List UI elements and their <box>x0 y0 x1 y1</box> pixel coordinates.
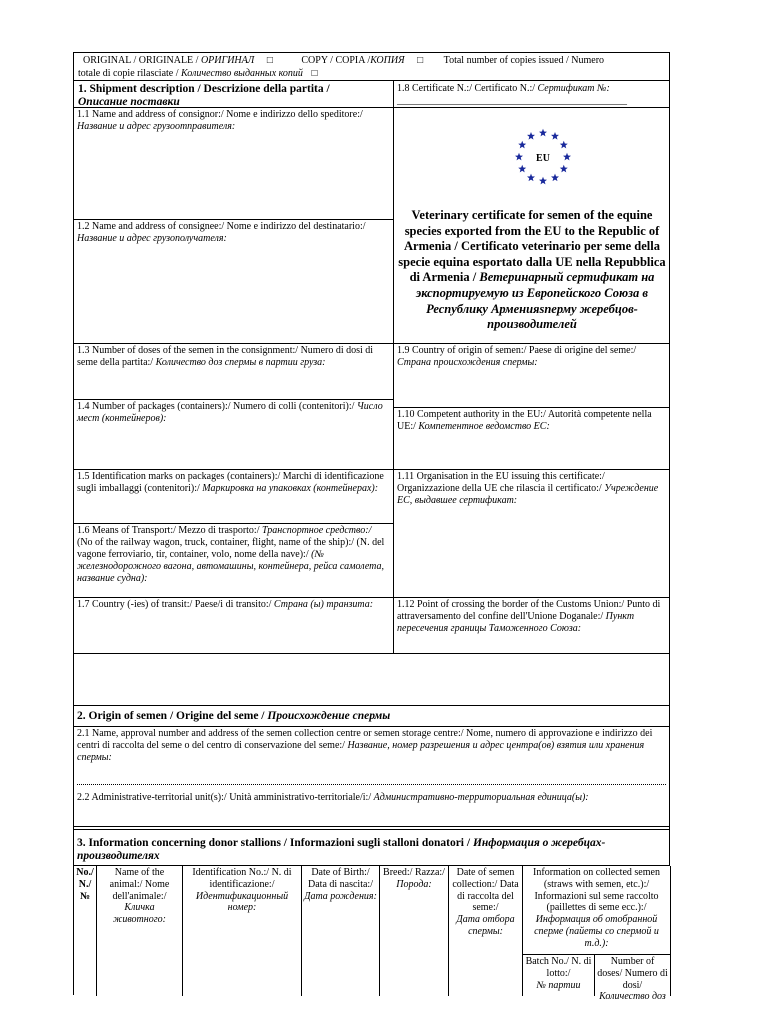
field-1-5-label-ru: Маркировка на упаковках (контейнерах): <box>202 483 379 494</box>
col-breed-label: Breed:/ Razza:/ <box>383 867 445 878</box>
col-identification <box>183 866 302 996</box>
field-2-2-label-ru: Административно-территориальная единица(ы): <box>373 792 589 803</box>
field-1-12-label-ru: Пункт пересечения границы Таможенного Союза: <box>397 611 635 634</box>
section2-title <box>73 705 670 726</box>
col-collected-semen <box>523 866 671 955</box>
section2-title-text: 2. Origin of semen / Origine del seme / <box>77 710 265 722</box>
field-1-6-label-ru: Транспортное средство:/ <box>261 525 372 536</box>
donor-table-header <box>73 865 670 1003</box>
field-1-3[interactable] <box>73 343 394 399</box>
section3-title-ru: Информация о жеребцах-производителях <box>77 837 606 862</box>
col-breed <box>380 866 449 996</box>
field-1-3-label-ru: Количество доз спермы в партии груза: <box>155 357 326 368</box>
eu-star-icon <box>539 177 547 185</box>
field-1-4-label-ru: Число мест (контейнеров): <box>77 401 383 424</box>
col-collection-date <box>449 866 523 996</box>
section3-title-text: 3. Information concerning donor stallions / Informazioni sugli stalloni donatori / <box>77 837 471 849</box>
field-1-7-label: 1.7 Country (-ies) of transit:/ Paese/i di transito:/ <box>77 599 272 610</box>
field-1-9-label: 1.9 Country of origin of semen:/ Paese di origine del seme:/ <box>397 345 637 356</box>
field-1-11-label: 1.11 Organisation in the EU issuing this certificate:/ Organizzazione della UE che rilascia il certificato:/ <box>397 471 605 494</box>
col-batch-no-label-ru: № партии <box>536 979 581 991</box>
eu-star-icon <box>515 153 523 161</box>
original-label: ORIGINAL / ORIGINALE / <box>83 55 199 66</box>
original-label-ru: ОРИГИНАЛ <box>200 55 255 66</box>
field-2-1[interactable] <box>73 726 670 788</box>
col-animal-name-label: Name of the animal:/ Nome dell'animale:/ <box>109 867 170 902</box>
field-1-8-label-ru: Сертификат №: <box>537 83 610 94</box>
field-1-8-label: 1.8 Certificate N.:/ Certificato N.:/ <box>397 83 536 94</box>
col-identification-label: Identification No.:/ N. di identificazione:/ <box>192 867 292 890</box>
field-1-12[interactable] <box>394 597 670 653</box>
section3-title <box>73 829 670 865</box>
col-collected-semen-label: Information on collected semen (straws with semen, etc.):/ Informazioni sul seme raccolto (paillettes di seme ecc.):/ <box>533 867 660 914</box>
field-1-10-label: 1.10 Competent authority in the EU:/ Autorità competente nella UE:/ <box>397 409 652 432</box>
original-checkbox[interactable]: □ <box>266 55 273 66</box>
field-1-6-label-2-ru: (№ железнодорожного вагона, автомашины, контейнера, рейса самолета, название судна): <box>77 549 384 584</box>
field-1-2-label: 1.2 Name and address of consignee:/ Nome e indirizzo del destinatario:/ <box>77 221 366 232</box>
field-1-2[interactable] <box>73 219 394 343</box>
eu-emblem-text: EU <box>536 153 550 164</box>
eu-star-icon <box>563 153 571 161</box>
field-1-6[interactable] <box>73 523 394 597</box>
field-1-2-label-ru: Название и адрес грузополучателя: <box>77 233 227 244</box>
eu-star-icon <box>551 132 559 140</box>
eu-star-icon <box>527 132 535 140</box>
total-copies-checkbox[interactable]: □ <box>311 67 318 79</box>
field-1-5-label: 1.5 Identification marks on packages (containers):/ Marchi di identificazione sugli imballaggi (contenitori):/ <box>77 471 384 494</box>
field-1-9[interactable] <box>394 343 670 407</box>
field-1-1-label-ru: Название и адрес грузоотправителя: <box>77 121 236 132</box>
field-1-5[interactable] <box>73 469 394 523</box>
copy-label: COPY / COPIA / <box>301 55 371 66</box>
eu-star-icon <box>527 174 535 182</box>
certificate-title-box <box>394 107 670 343</box>
col-date-of-birth-label-ru: Дата рождения: <box>304 890 377 902</box>
field-1-3-label: 1.3 Number of doses of the semen in the consignment:/ Numero di dosi di seme della partita:/ <box>77 345 374 368</box>
col-collected-semen-label-ru: Информация об отобранной сперме (пайеты со спермой и т.д.): <box>534 914 659 949</box>
certificate-title-en-it: Veterinary certificate for semen of the equine species exported from the EU to the Republic of Armenia / Certificato veterinario per seme della specie equina esportato dalla UE nella Repubblica di Armenia / <box>398 208 666 285</box>
field-2-1-line <box>77 784 666 785</box>
col-date-of-birth-label: Date of Birth:/ Data di nascita:/ <box>308 867 373 890</box>
section1-title-text: 1. Shipment description / Descrizione della partita / <box>78 83 330 95</box>
col-batch-no <box>523 955 595 996</box>
eu-star-icon <box>551 174 559 182</box>
section1-title-ru: Описание поставки <box>78 96 180 108</box>
eu-emblem-icon <box>513 127 573 187</box>
eu-star-icon <box>560 165 568 173</box>
col-animal-name-label-ru: Кличка животного: <box>113 902 166 926</box>
certificate-number-line: ______________________________________________ <box>397 95 627 106</box>
col-number <box>74 866 97 996</box>
col-collection-date-label-ru: Дата отбора спермы: <box>456 914 515 937</box>
field-1-10[interactable] <box>394 407 670 469</box>
field-1-4[interactable] <box>73 399 394 469</box>
field-1-4-label: 1.4 Number of packages (containers):/ Numero di colli (contenitori):/ <box>77 401 355 412</box>
col-doses <box>595 955 671 1003</box>
field-2-2[interactable] <box>73 788 670 826</box>
total-copies-label-2: totale di copie rilasciate / <box>78 67 179 79</box>
col-collection-date-label: Date of semen collection:/ Data di raccolta del seme:/ <box>452 867 519 914</box>
field-1-6-label: 1.6 Means of Transport:/ Mezzo di trasporto:/ <box>77 525 260 536</box>
section1-title <box>73 80 394 107</box>
field-2-2-label: 2.2 Administrative-territorial unit(s):/ Unità amministrativo-territoriale/i:/ <box>77 792 372 803</box>
eu-star-icon <box>560 141 568 149</box>
certificate-title <box>396 208 668 333</box>
field-1-12-label: 1.12 Point of crossing the border of the Customs Union:/ Punto di attraversamento del confine dell'Unione Doganale:/ <box>397 599 661 622</box>
field-1-7[interactable] <box>73 597 394 653</box>
field-2-1-label: 2.1 Name, approval number and address of the semen collection centre or semen storage centre:/ Nome, numero di approvazione e indirizzo dei centri di raccolta del seme o del centro di conservazione del seme:/ <box>77 728 653 751</box>
col-doses-label: Number of doses/ Numero di dosi/ <box>597 956 668 991</box>
section2-title-ru: Происхождение спермы <box>267 710 391 722</box>
field-1-1[interactable] <box>73 107 394 219</box>
col-identification-label-ru: Идентификационный номер: <box>195 890 289 914</box>
certificate-title-ru: Ветеринарный сертификат на экспортируемую из Европейского Союза в Республику Арменияsперму жеребцов-производителей <box>416 270 655 332</box>
col-number-label: No./ N./ № <box>76 867 94 902</box>
col-animal-name <box>97 866 183 996</box>
field-2-1-label-ru: Название, номер разрешения и адрес центра(ов) взятия или хранения спермы: <box>77 740 645 763</box>
total-copies-label: Total number of copies issued / Numero <box>443 55 605 66</box>
field-1-8[interactable] <box>394 80 670 107</box>
field-1-11[interactable] <box>394 469 670 597</box>
field-1-7-label-ru: Страна (ы) транзита: <box>273 599 374 610</box>
total-copies-label-ru: Количество выданных копий <box>181 67 303 79</box>
field-1-6-label-2: (No of the railway wagon, truck, container, flight, name of the ship):/ (N. del vagone ferroviario, tir, container, volo, nome della nave):/ <box>77 537 385 560</box>
eu-star-icon <box>518 141 526 149</box>
section-spacer <box>73 653 670 705</box>
col-batch-no-label: Batch No./ N. di lotto:/ <box>525 956 592 979</box>
copy-label-ru: КОПИЯ <box>370 55 405 66</box>
col-date-of-birth <box>302 866 380 996</box>
field-1-10-label-ru: Компетентное ведомство ЕС: <box>418 421 550 432</box>
eu-star-icon <box>518 165 526 173</box>
col-breed-label-ru: Порода: <box>396 878 432 890</box>
eu-star-icon <box>539 129 547 137</box>
field-1-9-label-ru: Страна происхождения спермы: <box>397 357 538 368</box>
copy-header <box>73 52 670 80</box>
field-1-11-label-ru: Учреждение ЕС, выдавшее сертификат: <box>397 483 659 506</box>
field-1-1-label: 1.1 Name and address of consignor:/ Nome e indirizzo dello speditore:/ <box>77 109 363 120</box>
col-doses-label-ru: Количество доз <box>599 991 666 1003</box>
copy-checkbox[interactable]: □ <box>417 55 424 66</box>
